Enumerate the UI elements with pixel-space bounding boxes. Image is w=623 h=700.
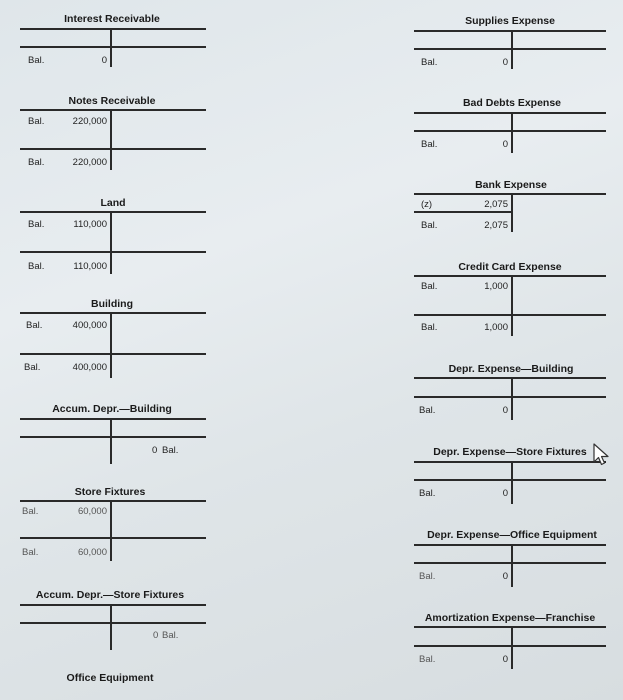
debit-amount: 2,075 [484,220,508,231]
debit-amount: 0 [502,488,508,499]
t-account-divider [511,545,513,587]
t-account-top-rule [20,500,206,502]
debit-amount: 0 [502,139,508,150]
t-account-top-rule [20,109,206,111]
account-title: Notes Receivable [68,95,156,107]
account-title: Supplies Expense [465,15,555,27]
debit-amount: 400,000 [72,362,107,373]
debit-amount: 0 [502,654,508,665]
ledger-rule [414,479,606,481]
t-account-divider [511,462,513,504]
t-account-top-rule [20,418,206,420]
account-title: Building [91,298,133,310]
t-account-top-rule [414,112,606,114]
row-label: Bal. [421,139,438,150]
ledger-rule [414,130,606,132]
ledger-rule [20,148,206,150]
account-title: Interest Receivable [64,13,160,25]
t-account-top-rule [414,377,606,379]
ledger-rule [20,436,206,438]
t-account-top-rule [20,604,206,606]
row-label: Bal. [28,55,45,66]
account-title: Depr. Expense—Store Fixtures [433,446,587,458]
row-label: Bal. [28,157,45,168]
row-label: Bal. [419,488,436,499]
account-title: Land [100,197,126,209]
debit-amount: 0 [502,57,508,68]
ledger-rule [414,562,606,564]
ledger-rule [414,396,606,398]
account-title: Credit Card Expense [458,261,562,273]
account-title: Bad Debts Expense [462,97,562,109]
t-account-top-rule [20,312,206,314]
row-label: Bal. [28,261,45,272]
t-account-divider [110,29,112,67]
mouse-pointer-icon [593,443,611,467]
account-title: Accum. Depr.—Store Fixtures [35,589,185,601]
row-label: Bal. [24,362,41,373]
t-account-divider [110,501,112,561]
account-title: Depr. Expense—Office Equipment [427,529,597,541]
ledger-rule [20,622,206,624]
row-label: Bal. [162,630,179,641]
ledger-rule [414,48,606,50]
t-account-top-rule [414,544,606,546]
row-label: Bal. [22,547,39,558]
row-label: Bal. [22,506,39,517]
t-account-divider [511,378,513,420]
row-label: Bal. [28,219,45,230]
row-label: Bal. [28,116,45,127]
ledger-rule [20,46,206,48]
debit-amount: 1,000 [484,281,508,292]
row-label: Bal. [419,654,436,665]
debit-amount: 2,075 [484,199,508,210]
t-account-divider [511,627,513,669]
account-title: Bank Expense [475,179,547,191]
ledger-rule [20,537,206,539]
t-account-divider [511,194,513,232]
debit-amount: 0 [502,405,508,416]
debit-amount: 0 [101,55,107,66]
t-account-divider [110,110,112,170]
ledger-rule [20,251,206,253]
row-label: Bal. [419,571,436,582]
debit-amount: 400,000 [72,320,107,331]
debit-amount: 0 [502,571,508,582]
row-label: Bal. [26,320,43,331]
debit-amount: 60,000 [77,547,107,558]
t-account-top-rule [414,30,606,32]
t-account-divider [110,313,112,378]
t-account-divider [110,605,112,650]
t-account-divider [511,31,513,69]
credit-amount: 0 [153,630,159,641]
t-account-divider [511,276,513,336]
debit-amount: 110,000 [73,261,107,272]
ledger-rule [20,353,206,355]
ledger-rule [414,645,606,647]
ledger-rule [414,314,606,316]
row-label: Bal. [421,322,438,333]
row-label: Bal. [421,57,438,68]
row-label: Bal. [162,445,179,456]
account-title: Amortization Expense—Franchise [424,612,596,624]
account-title: Depr. Expense—Building [448,363,574,375]
account-title: Accum. Depr.—Building [52,403,172,415]
row-label: Bal. [421,220,438,231]
account-title: Office Equipment [66,672,154,684]
t-account-divider [511,113,513,153]
debit-amount: 1,000 [484,322,508,333]
t-account-divider [110,212,112,274]
debit-amount: 60,000 [77,506,107,517]
t-account-top-rule [414,461,606,463]
debit-amount: 110,000 [73,219,107,230]
debit-amount: 220,000 [72,157,107,168]
t-account-divider [110,419,112,464]
t-account-top-rule [20,28,206,30]
t-account-top-rule [414,275,606,277]
ledger-rule [414,211,511,213]
row-label: (z) [421,199,433,210]
account-title: Store Fixtures [74,486,146,498]
t-account-top-rule [414,626,606,628]
t-account-top-rule [414,193,606,195]
t-account-top-rule [20,211,206,213]
row-label: Bal. [419,405,436,416]
row-label: Bal. [421,281,438,292]
debit-amount: 220,000 [72,116,107,127]
credit-amount: 0 [152,445,158,456]
